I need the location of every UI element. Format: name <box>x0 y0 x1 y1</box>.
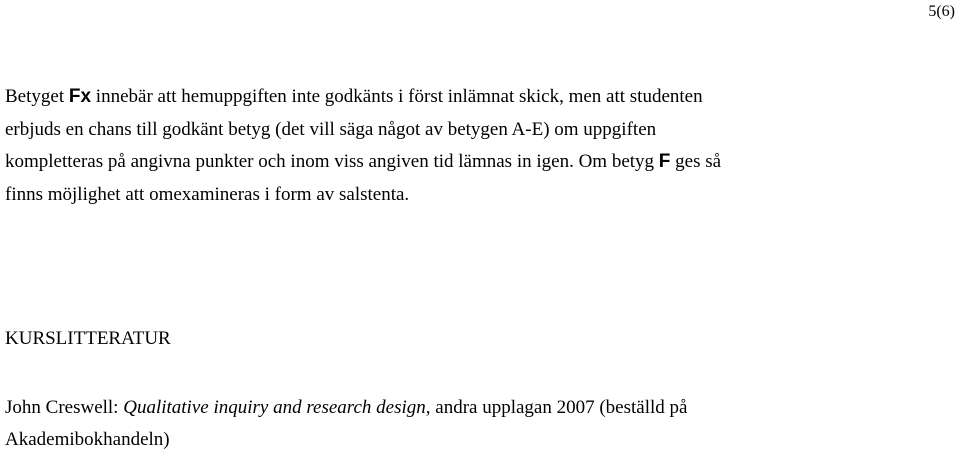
grading-line-3: kompletteras på angivna punkter och inom viss angiven tid lämnas in igen. Om betyg F ges så <box>5 151 722 172</box>
page-number: 5(6) <box>928 3 955 20</box>
literature-heading: KURSLITTERATUR <box>5 328 171 349</box>
grade-fx: Fx <box>68 86 92 107</box>
literature-entry <box>5 392 945 456</box>
book-edition: , andra upplagan 2007 (beställd på <box>425 397 688 418</box>
grading-line-2: erbjuds en chans till godkänt betyg (det vill säga något av betygen A-E) om uppgiften <box>5 118 657 140</box>
grading-line-4: finns möjlighet att omexamineras i form av salstenta. <box>5 183 410 205</box>
grading-paragraph <box>5 81 945 211</box>
grade-f: F <box>658 151 671 172</box>
book-author: John Creswell: <box>5 397 124 418</box>
literature-line-1 <box>5 392 945 424</box>
grading-line-1: Betyget Fx innebär att hemuppgiften inte godkänts i först inlämnat skick, men att studenten <box>5 86 703 107</box>
literature-store: Akademibokhandeln) <box>5 429 170 450</box>
book-title: Qualitative inquiry and research design <box>123 397 426 418</box>
